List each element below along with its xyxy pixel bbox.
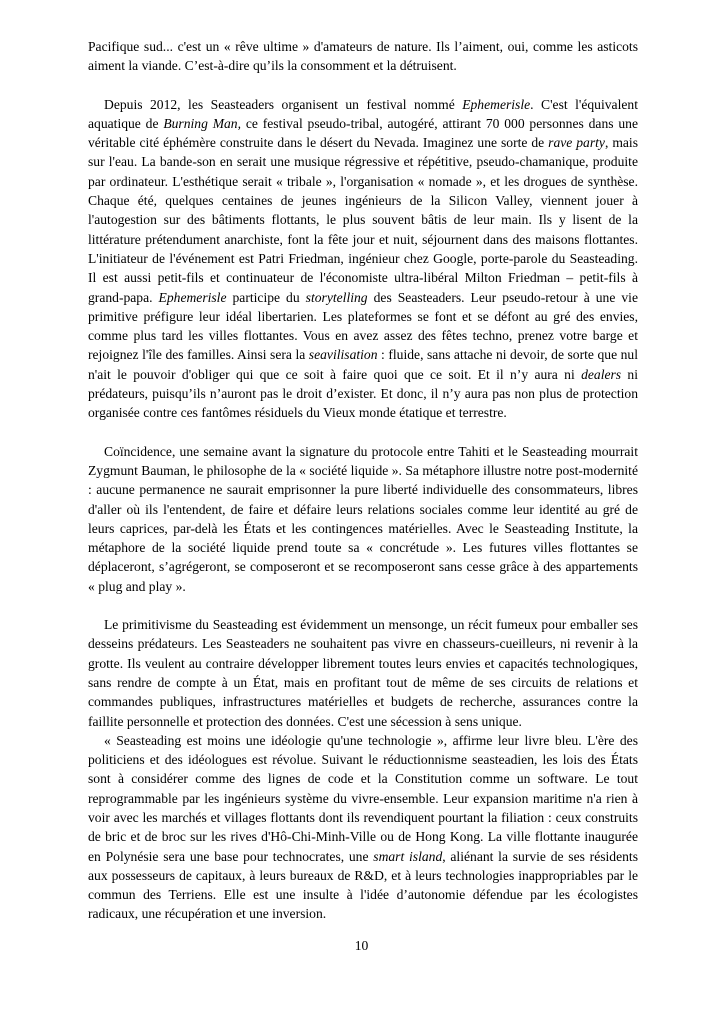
text-run: : fluide, sans attache ni devoir, de sorte que nul n'ait le pouvoir d'obliger qui que ce soit à faire quoi que ce soit. Et il n’y aura ni bbox=[88, 347, 638, 382]
paragraph-3 bbox=[88, 442, 638, 596]
text-run: Depuis 2012, les Seasteaders organisent un festival nommé bbox=[104, 96, 463, 112]
italic-run: Burning Man, bbox=[163, 115, 242, 131]
body-text bbox=[88, 37, 638, 924]
italic-run: smart island bbox=[373, 848, 443, 864]
italic-run: Ephemerisle bbox=[158, 289, 227, 305]
italic-run: dealers bbox=[581, 366, 622, 382]
text-run: participe du bbox=[226, 289, 306, 305]
italic-run: Ephemerisle bbox=[462, 96, 531, 112]
text-run: des Seasteaders. Leur pseudo-retour à une vie primitive préfigure leur idéal libertarien. Les plateformes se font et se défont au gré des envies, comme plus tard les villes flottantes. Vous en avez assez des fêtes techno, prenez votre barge et rejoignez l'île des familles. Ainsi sera la bbox=[88, 289, 638, 363]
text-run: . C'est l'équivalent aquatique de bbox=[88, 96, 638, 131]
paragraph-gap bbox=[88, 596, 638, 615]
italic-run: seavilisation bbox=[308, 347, 378, 363]
text-run: ce festival pseudo-tribal, autogéré, attirant 70 000 personnes dans une véritable cité éphémère construite dans le désert du Nevada. Imaginez une sorte de bbox=[88, 115, 638, 151]
text-run: Coïncidence, une semaine avant la signature du protocole entre Tahiti et le Seasteading mourrait Zygmunt Bauman, le philosophe de la « société liquide ». Sa métaphore illustre notre post-modernité : aucune permanence ne saurait emprisonner la pure liberté individuelle des consommateurs, libres d'aller où ils l'entendent, de faire et défaire leurs relations sociales comme leur identité au gré de leurs caprices, par-delà les États et les contingences matérielles. Avec le Seasteading Institute, la métaphore de la société liquide prend toute sa « concrétude ». Les futures villes flottantes se déplaceront, s’agrégeront, se composeront et se recomposeront sans cesse grâce à des appartements « plug and play ». bbox=[88, 443, 638, 594]
paragraph-5 bbox=[88, 731, 638, 924]
paragraph-gap bbox=[88, 76, 638, 95]
paragraph-1 bbox=[88, 37, 638, 76]
text-run: , aliénant la survie de ses résidents aux possesseurs de capitaux, à leurs bureaux de R&D, et à leurs technologies inappropriables par le commun des Terriens. Elle est une insulte à l'idée d’autonomie défendue par les écologistes radicaux, une récupération et une inversion. bbox=[88, 848, 638, 922]
text-run: , mais sur l'eau. La bande-son en serait une musique régressive et répétitive, pseudo-chamanique, produite par ordinateur. L'esthétique serait « tribale », l'organisation « nomade », et les drogues de synthèse. Chaque été, quelques centaines de jeunes ingénieurs de la Silicon Valley, viennent jouer à l'autogestion sur des bâtiments flottants, le plus souvent bâtis de leur main. Ils y lisent de la littérature prétendument anarchiste, font la fête jour et nuit, séjournent dans des maisons flottantes. L'initiateur de l'événement est Patri Friedman, ingénieur chez Google, porte-parole du Seasteading. Il est aussi petit-fils et continuateur de l'économiste ultra-libéral Milton Friedman – petit-fils à grand-papa. bbox=[88, 135, 638, 305]
page-number: 10 bbox=[354, 938, 369, 953]
italic-run: rave party bbox=[548, 135, 605, 151]
text-run: « Seasteading est moins une idéologie qu'une technologie », affirme leur livre bleu. L'ère des politiciens et des idéologues est révolue. Suivant le réductionnisme seasteadien, les lois des États sont à considérer comme des lignes de code et la Constitution comme un software. Le tout reprogrammable par les ingénieurs système du vivre-ensemble. Leur expansion maritime n'a rien à voir avec les marchés et villages flottants dont ils revendiquent pourtant la filiation : ceux construits de bric et de broc sur les rives d'Hô-Chi-Minh-Ville ou de Hong Kong. La ville flottante inaugurée en Polynésie sera une base pour technocrates, une bbox=[88, 732, 638, 864]
text-run: Pacifique sud... c'est un « rêve ultime » d'amateurs de nature. Ils l’aiment, oui, comme les asticots aiment la viande. C’est-à-dire qu’ils la consomment et la détruisent. bbox=[88, 39, 638, 74]
italic-run: storytelling bbox=[305, 289, 368, 305]
text-run: ni prédateurs, puisqu’ils n’auront pas le droit d’exister. Et donc, il n’y aura pas non plus de protection organisée contre ces fantômes résiduels du Vieux monde étatique et terrestre. bbox=[88, 366, 638, 421]
paragraph-2 bbox=[88, 95, 638, 423]
paragraph-4 bbox=[88, 615, 638, 731]
text-run: Le primitivisme du Seasteading est évidemment un mensonge, un récit fumeux pour emballer ses desseins prédateurs. Les Seasteaders ne souhaitent pas vivre en chasseurs-cueilleurs, ni revenir à la grotte. Ils veulent au contraire développer librement toutes leurs envies et capacités technologiques, sans rendre de compte à un État, mais en profitant tout de même de ses circuits de relations et commandes publiques, infrastructures matérielles et budgets de recherche, assurances contre la faillite personnelle et protection des données. C'est une sécession à sens unique. bbox=[88, 617, 638, 729]
paragraph-gap bbox=[88, 423, 638, 442]
